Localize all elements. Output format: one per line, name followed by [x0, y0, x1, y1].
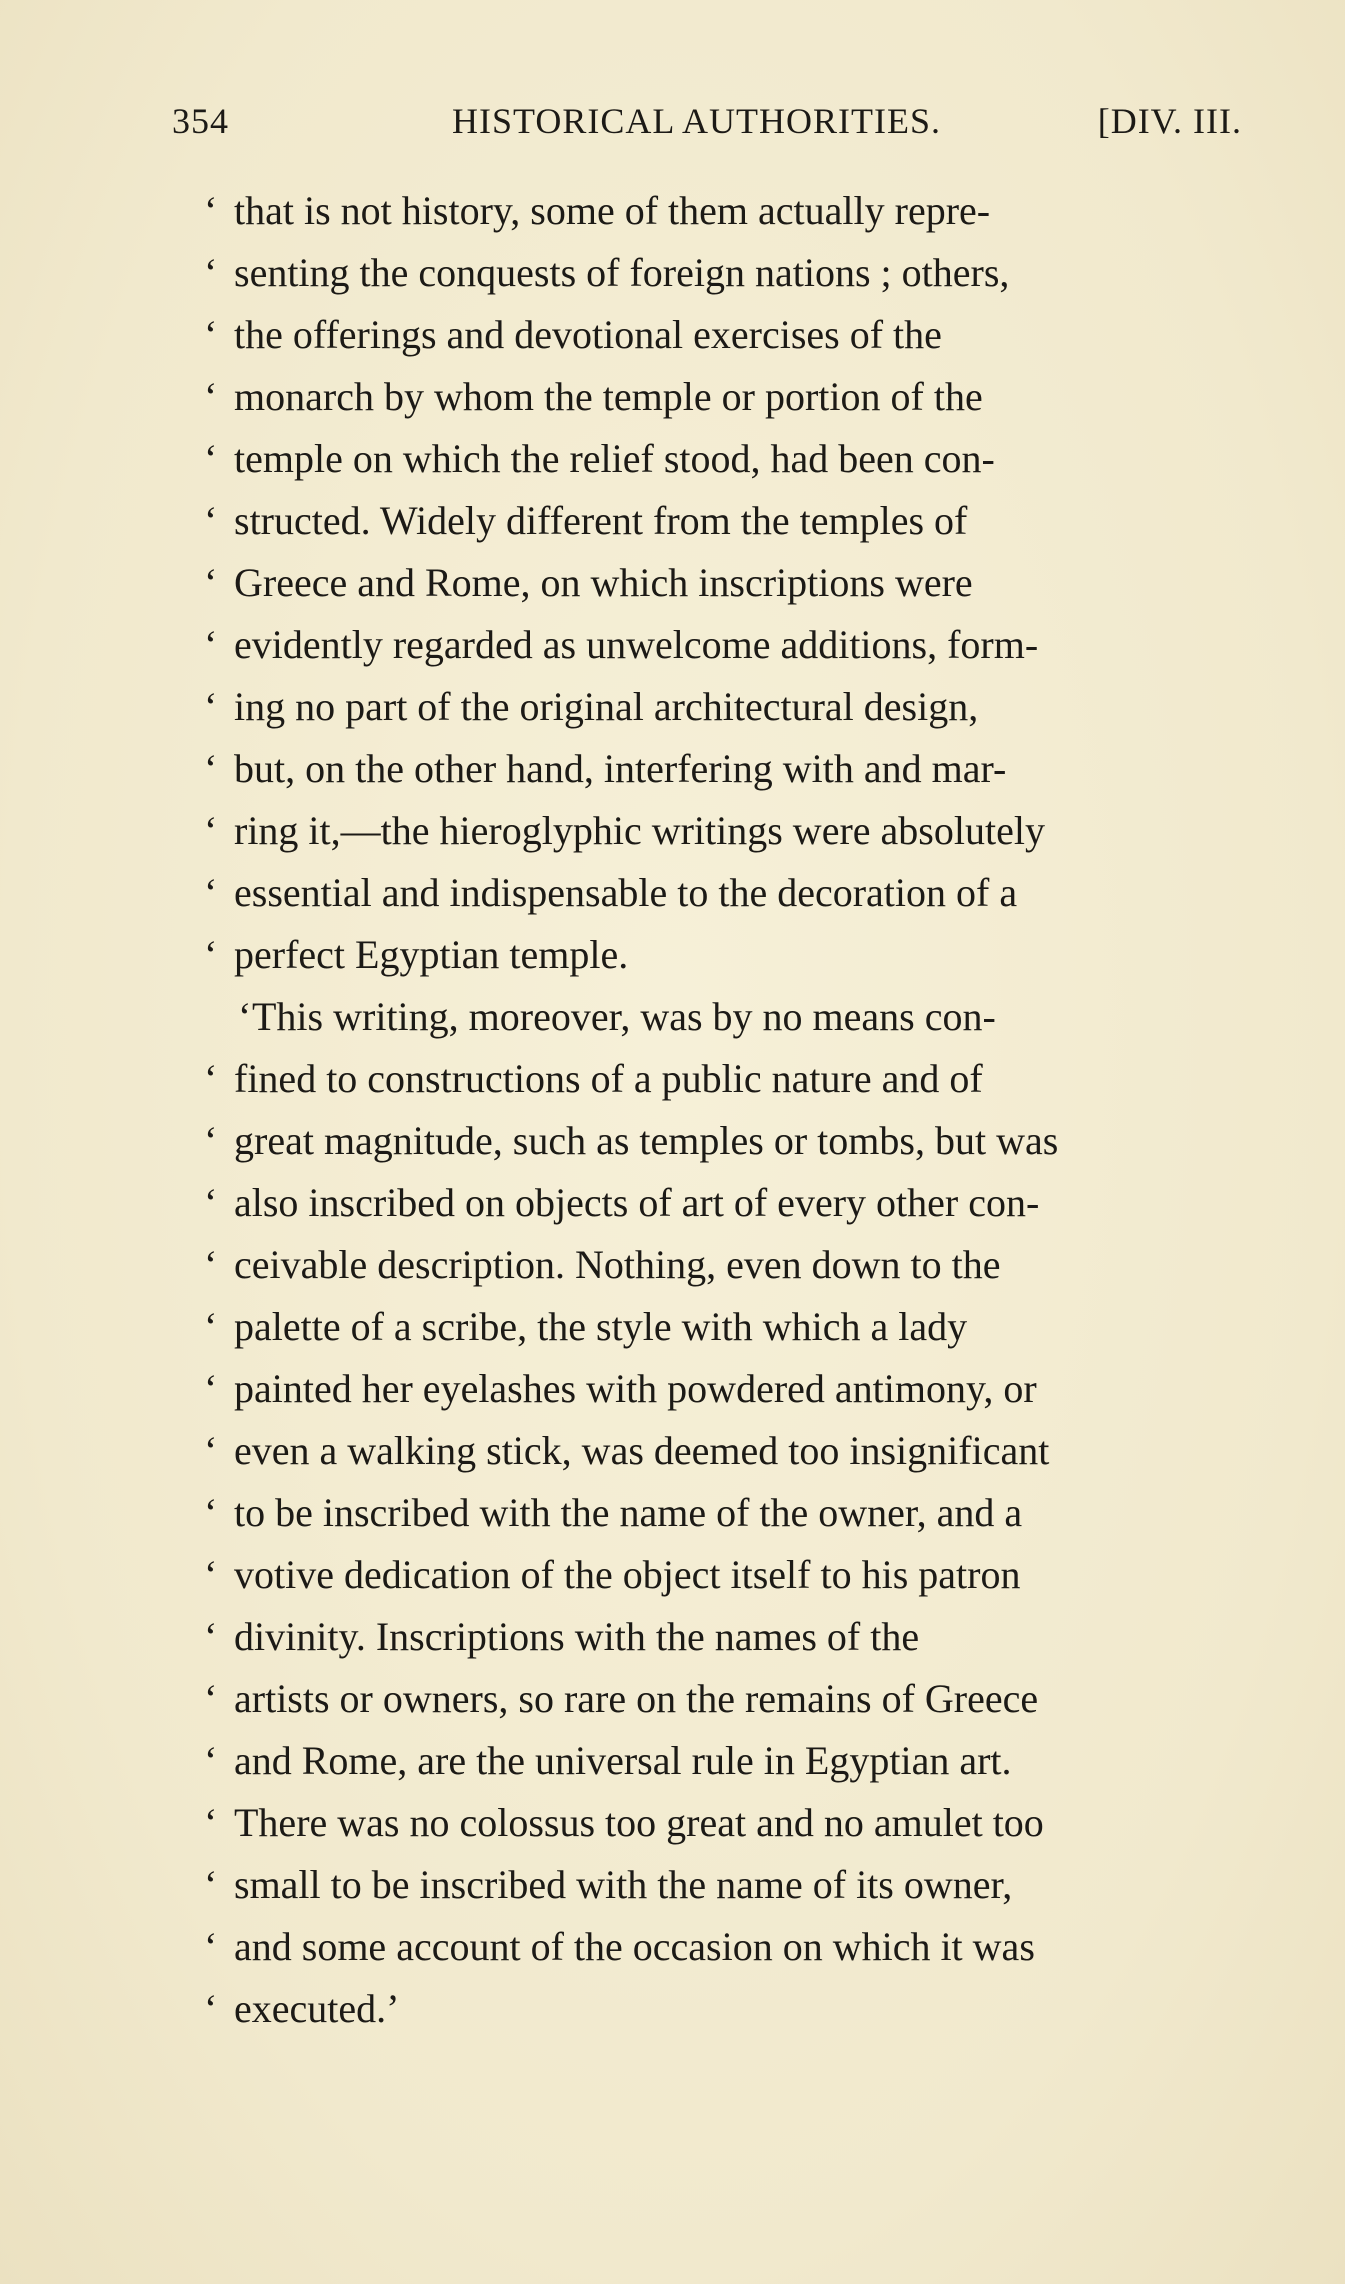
line-text: senting the conquests of foreign nations ; others, [234, 250, 1010, 295]
line-text: ing no part of the original architectural design, [234, 684, 979, 729]
line-text: essential and indispensable to the decoration of a [234, 870, 1018, 915]
line-text: small to be inscribed with the name of its owner, [234, 1862, 1013, 1907]
quote-mark: ‘ [204, 1862, 218, 1907]
quote-mark: ‘ [204, 312, 218, 357]
line-text: This writing, moreover, was by no means con- [252, 994, 996, 1039]
quote-mark: ‘ [204, 1304, 218, 1349]
quote-mark: ‘ [204, 1924, 218, 1969]
line-text: executed.’ [234, 1986, 400, 2031]
quote-mark: ‘ [204, 684, 218, 729]
line-text: artists or owners, so rare on the remains of Greece [234, 1676, 1039, 1721]
quote-mark: ‘ [204, 1118, 218, 1163]
line-text: but, on the other hand, interfering with and mar- [234, 746, 1007, 791]
quote-mark: ‘ [204, 1800, 218, 1845]
quote-mark: ‘ [204, 1614, 218, 1659]
line-text: also inscribed on objects of art of every other con- [234, 1180, 1040, 1225]
line-text: votive dedication of the object itself to his patron [234, 1552, 1021, 1597]
quote-mark: ‘ [204, 560, 218, 605]
line-text: and Rome, are the universal rule in Egyptian art. [234, 1738, 1012, 1783]
quote-mark: ‘ [204, 1552, 218, 1597]
quote-mark: ‘ [238, 994, 252, 1039]
quote-mark: ‘ [204, 870, 218, 915]
line-text: monarch by whom the temple or portion of the [234, 374, 983, 419]
division-label: [DIV. III. [1097, 101, 1242, 141]
quote-mark: ‘ [204, 250, 218, 295]
quote-mark: ‘ [204, 1490, 218, 1535]
line-text: ring it,—the hieroglyphic writings were absolutely [234, 808, 1045, 853]
line-text: temple on which the relief stood, had been con- [234, 436, 995, 481]
line-text: structed. Widely different from the temples of [234, 498, 968, 543]
quote-mark: ‘ [204, 436, 218, 481]
quote-mark: ‘ [204, 1738, 218, 1783]
quote-mark: ‘ [204, 498, 218, 543]
quote-mark: ‘ [204, 1242, 218, 1287]
line-text: divinity. Inscriptions with the names of the [234, 1614, 920, 1659]
line-text: ceivable description. Nothing, even down to the [234, 1242, 1001, 1287]
quote-mark: ‘ [204, 932, 218, 977]
line-text: perfect Egyptian temple. [234, 932, 629, 977]
quote-mark: ‘ [204, 1056, 218, 1101]
line-text: that is not history, some of them actually repre- [234, 188, 991, 233]
line-text: palette of a scribe, the style with which a lady [234, 1304, 968, 1349]
line-text: great magnitude, such as temples or tombs, but was [234, 1118, 1059, 1163]
line-text: evidently regarded as unwelcome additions, form- [234, 622, 1039, 667]
line-text: There was no colossus too great and no amulet too [234, 1800, 1044, 1845]
line-text: the offerings and devotional exercises of the [234, 312, 942, 357]
line-text: Greece and Rome, on which inscriptions were [234, 560, 973, 605]
quote-mark: ‘ [204, 622, 218, 667]
page-number: 354 [172, 101, 229, 141]
line-text: and some account of the occasion on which it was [234, 1924, 1035, 1969]
quote-mark: ‘ [204, 1676, 218, 1721]
quote-mark: ‘ [204, 746, 218, 791]
line-text: painted her eyelashes with powdered antimony, or [234, 1366, 1037, 1411]
quote-mark: ‘ [204, 374, 218, 419]
quote-mark: ‘ [204, 1986, 218, 2031]
quote-mark: ‘ [204, 1366, 218, 1411]
running-title: HISTORICAL AUTHORITIES. [452, 101, 941, 141]
line-text: to be inscribed with the name of the owner, and a [234, 1490, 1023, 1535]
quote-mark: ‘ [204, 1180, 218, 1225]
quote-mark: ‘ [204, 808, 218, 853]
quote-mark: ‘ [204, 1428, 218, 1473]
line-text: even a walking stick, was deemed too insignificant [234, 1428, 1050, 1473]
quote-mark: ‘ [204, 188, 218, 233]
line-text: fined to constructions of a public nature and of [234, 1056, 983, 1101]
